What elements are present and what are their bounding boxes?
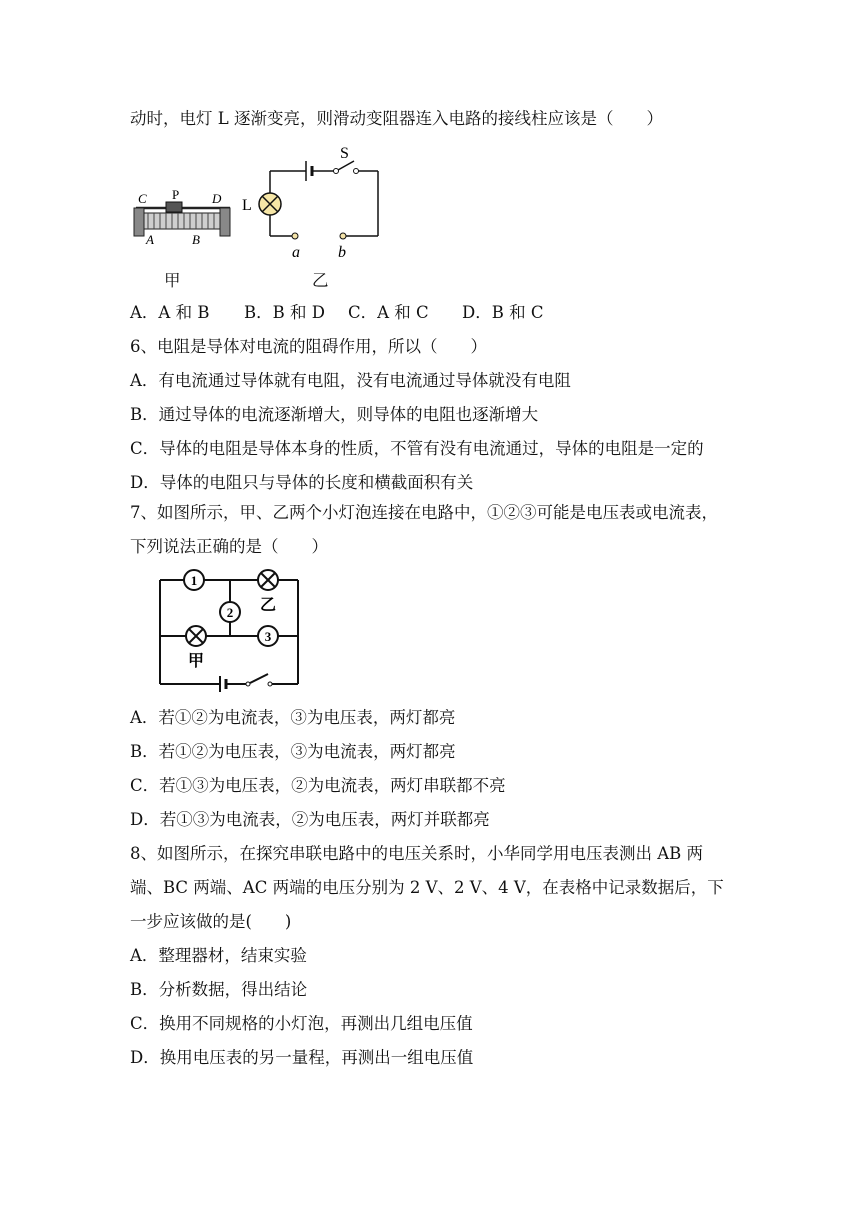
switch-label-s: S [340,145,349,162]
lamp-yi-label: 乙 [259,597,277,614]
circuit-yi-figure [236,136,386,266]
circuit-meters-figure [150,566,310,694]
q6-option-a[interactable]: A．有电流通过导体就有电阻，没有电流通过导体就没有电阻 [130,371,571,390]
rheostat-label-d: D [212,191,222,206]
q5-options [130,302,543,324]
q8-option-a[interactable]: A．整理器材，结束实验 [130,946,307,965]
rheostat-label-a: A [146,232,154,247]
q5-option-b[interactable]: B．B 和 D [244,303,325,322]
q5-option-c[interactable]: C．A 和 C [348,303,429,322]
rheostat-label-b: B [192,232,200,247]
rheostat-label-p: P [172,187,180,202]
rheostat-figure [128,186,238,256]
q7-option-a[interactable]: A．若①②为电流表，③为电压表，两灯都亮 [130,708,456,727]
q7-option-b[interactable]: B．若①②为电压表，③为电流表，两灯都亮 [130,742,456,761]
lamp-jia-label: 甲 [187,653,205,670]
lamp-label-l: L [242,197,252,214]
q7-option-c[interactable]: C．若①③为电压表，②为电流表，两灯串联都不亮 [130,776,506,795]
q5-stem-tail: 动时，电灯 L 逐渐变亮，则滑动变阻器连入电路的接线柱应该是（ ） [130,109,663,128]
q6-stem: 6、电阻是导体对电流的阻碍作用，所以（ ） [130,337,487,356]
figure-yi-caption: 乙 [312,271,329,290]
meter-2-label: 2 [226,605,234,620]
q8-option-d[interactable]: D．换用电压表的另一量程，再测出一组电压值 [130,1048,474,1067]
q6-option-d[interactable]: D．导体的电阻只与导体的长度和横截面积有关 [130,473,474,492]
figure-jia-caption: 甲 [164,271,181,290]
q8-stem-line2: 端、BC 两端、AC 两端的电压分别为 2 V、2 V、4 V，在表格中记录数据后，下 [130,878,724,897]
q8-stem-line3: 一步应该做的是( ) [130,912,292,931]
q8-stem-line1: 8、如图所示，在探究串联电路中的电压关系时，小华同学用电压表测出 AB 两 [130,844,704,863]
terminal-label-a: a [292,244,300,261]
rheostat-label-c: C [138,191,147,206]
q8-option-b[interactable]: B．分析数据，得出结论 [130,980,308,999]
q6-option-b[interactable]: B．通过导体的电流逐渐增大，则导体的电阻也逐渐增大 [130,405,539,424]
q7-stem-line2: 下列说法正确的是（ ） [130,537,328,556]
terminal-label-b: b [338,244,346,261]
q5-option-a[interactable]: A．A 和 B [130,303,210,322]
meter-1-label: 1 [190,573,198,588]
q5-option-d[interactable]: D．B 和 C [462,303,544,322]
meter-3-label: 3 [264,629,272,644]
q8-option-c[interactable]: C．换用不同规格的小灯泡，再测出几组电压值 [130,1014,473,1033]
q6-option-c[interactable]: C．导体的电阻是导体本身的性质，不管有没有电流通过，导体的电阻是一定的 [130,439,704,458]
q7-option-d[interactable]: D．若①③为电流表，②为电压表，两灯并联都亮 [130,810,490,829]
q7-stem-line1: 7、如图所示，甲、乙两个小灯泡连接在电路中，①②③可能是电压表或电流表， [130,503,718,522]
